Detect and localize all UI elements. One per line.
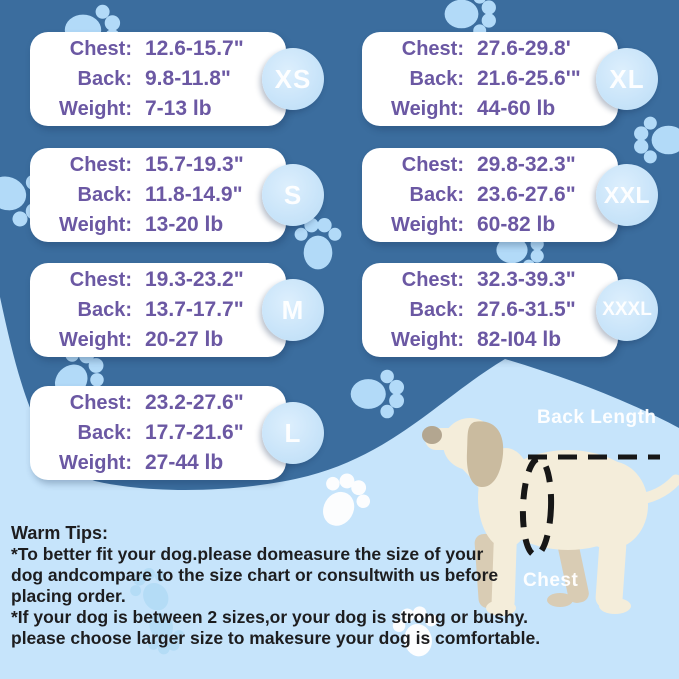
chest-row: [374, 34, 618, 64]
weight-row: [374, 94, 618, 124]
warm-tips: [11, 523, 571, 649]
weight-row: [42, 94, 286, 124]
back-row: [374, 180, 618, 210]
warm-tips-title: Warm Tips:: [11, 523, 109, 543]
chest-value: 15.7-19.3": [145, 153, 244, 176]
back-value: 21.6-25.6'": [477, 67, 581, 90]
size-card-s: [30, 148, 286, 242]
back-row: [374, 64, 618, 94]
size-badge-m: [262, 279, 324, 341]
weight-value: 60-82 lb: [477, 213, 556, 236]
weight-row: [374, 210, 618, 240]
size-badge-l: [262, 402, 324, 464]
size-badge-xxxl: [596, 279, 658, 341]
weight-value: 44-60 lb: [477, 97, 556, 120]
chest-label: Chest:: [401, 38, 464, 60]
paw-icon: [634, 117, 679, 164]
chest-diagram-label: Chest: [523, 570, 579, 591]
weight-label: Weight:: [59, 329, 132, 351]
size-card-l: [30, 386, 286, 480]
tips-line: placing order.: [11, 586, 126, 606]
back-value: 13.7-17.7": [145, 298, 244, 321]
back-label: Back:: [77, 68, 132, 90]
paw-icon: [295, 218, 342, 269]
size-badge-label: XXL: [603, 181, 651, 208]
chest-value: 19.3-23.2": [145, 268, 244, 291]
chest-row: [42, 150, 286, 180]
back-label: Back:: [409, 184, 464, 206]
back-value: 9.8-11.8": [145, 67, 231, 90]
back-row: [42, 64, 286, 94]
chest-value: 29.8-32.3": [477, 153, 576, 176]
size-badge-xl: [596, 48, 658, 110]
size-badge-xs: [262, 48, 324, 110]
tips-line: please choose larger size to makesure your dog is comfortable.: [11, 628, 541, 648]
size-badge-label: M: [281, 294, 305, 325]
back-row: [374, 295, 618, 325]
size-card-xxxl: [362, 263, 618, 357]
chest-row: [42, 265, 286, 295]
chest-label: Chest:: [69, 269, 132, 291]
back-label: Back:: [409, 299, 464, 321]
chest-label: Chest:: [69, 392, 132, 414]
tips-line: dog andcompare to the size chart or consultwith us before: [11, 565, 499, 585]
back-row: [42, 180, 286, 210]
chest-label: Chest:: [69, 154, 132, 176]
back-value: 17.7-21.6": [145, 421, 244, 444]
weight-row: [42, 448, 286, 478]
chest-label: Chest:: [401, 269, 464, 291]
weight-row: [42, 325, 286, 355]
weight-label: Weight:: [59, 214, 132, 236]
chest-value: 27.6-29.8': [477, 37, 571, 60]
chest-row: [374, 150, 618, 180]
back-row: [42, 295, 286, 325]
size-badge-label: XL: [609, 63, 645, 94]
back-label: Back:: [409, 68, 464, 90]
size-badge-label: XXXL: [602, 299, 652, 320]
weight-label: Weight:: [391, 98, 464, 120]
chest-row: [42, 34, 286, 64]
tips-line: *If your dog is between 2 sizes,or your dog is strong or bushy.: [11, 607, 528, 627]
chest-row: [374, 265, 618, 295]
size-card-xxl: [362, 148, 618, 242]
back-length-label: Back Length: [537, 407, 657, 428]
chest-label: Chest:: [401, 154, 464, 176]
weight-row: [374, 325, 618, 355]
back-value: 23.6-27.6": [477, 183, 576, 206]
weight-value: 7-13 lb: [145, 97, 212, 120]
chest-row: [42, 388, 286, 418]
weight-value: 82-I04 lb: [477, 328, 562, 351]
size-badge-s: [262, 164, 324, 226]
weight-label: Weight:: [59, 98, 132, 120]
weight-row: [42, 210, 286, 240]
chest-value: 32.3-39.3": [477, 268, 576, 291]
weight-value: 20-27 lb: [145, 328, 224, 351]
weight-value: 27-44 lb: [145, 451, 224, 474]
size-badge-xxl: [596, 164, 658, 226]
back-label: Back:: [77, 299, 132, 321]
back-label: Back:: [77, 422, 132, 444]
paw-icon: [351, 370, 404, 419]
weight-label: Weight:: [391, 329, 464, 351]
back-value: 27.6-31.5": [477, 298, 576, 321]
back-value: 11.8-14.9": [145, 183, 243, 206]
back-row: [42, 418, 286, 448]
weight-label: Weight:: [59, 452, 132, 474]
weight-label: Weight:: [391, 214, 464, 236]
size-badge-label: S: [283, 179, 303, 210]
chest-label: Chest:: [69, 38, 132, 60]
size-card-xs: [30, 32, 286, 126]
chest-value: 23.2-27.6": [145, 391, 244, 414]
size-card-xl: [362, 32, 618, 126]
size-card-m: [30, 263, 286, 357]
size-badge-label: XS: [274, 63, 312, 94]
chest-value: 12.6-15.7": [145, 37, 244, 60]
tips-line: *To better fit your dog.please domeasure the size of your: [11, 544, 484, 564]
weight-value: 13-20 lb: [145, 213, 224, 236]
size-badge-label: L: [284, 417, 302, 448]
back-label: Back:: [77, 184, 132, 206]
